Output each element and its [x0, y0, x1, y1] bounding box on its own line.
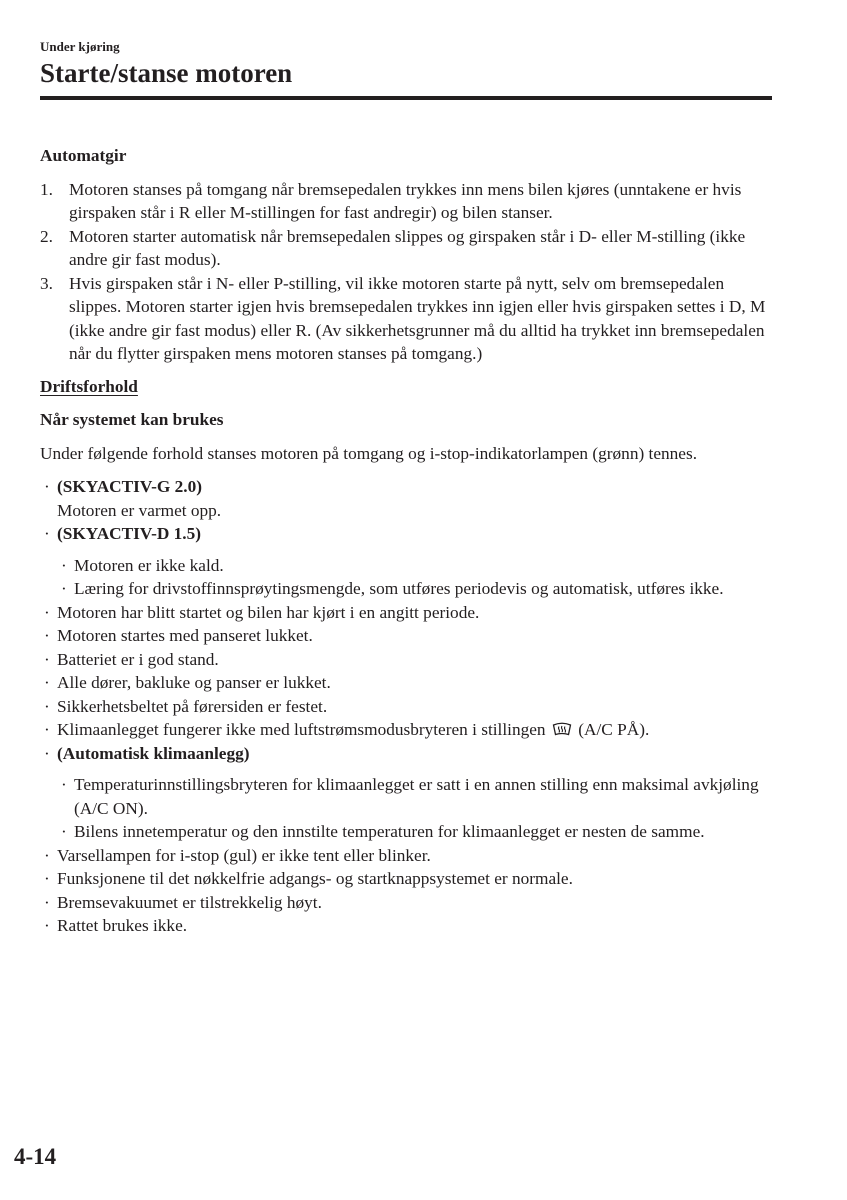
list-item: · (Automatisk klimaanlegg) [44, 743, 250, 763]
list-item: · Temperaturinnstillingsbryteren for klimaanlegget er satt i en annen stilling enn maksimal avkjøling (A/C ON). [61, 775, 759, 818]
list-item: · (SKYACTIV-D 1.5) [44, 524, 202, 543]
final-conditions-list [40, 844, 780, 938]
list-item: · Varsellampen for i-stop (gul) er ikke tent eller blinker. [44, 845, 431, 865]
list-item: · Motoren startes med panseret lukket. [44, 626, 313, 645]
skyactiv-d-label: (SKYACTIV-D 1.5) [57, 524, 202, 543]
auto-climate-sublist [40, 773, 780, 844]
general-conditions-list [40, 601, 780, 766]
skyactiv-g-text: Motoren er varmet opp. [57, 500, 222, 520]
list-item: · Læring for drivstoffinnsprøytingsmengde, som utføres periodevis og automatisk, utføres ikke. [61, 579, 724, 598]
skyactiv-g-label: (SKYACTIV-G 2.0) [57, 477, 202, 496]
list-item: 3. Hvis girspaken står i N- eller P-stilling, vil ikke motoren starte på nytt, selv om bremsepedalen slippes. Motoren starter igjen hvis bremsepedalen trykkes inn igjen eller hvis girspaken settes i D, M (ikke andre gir fast modus) eller R. (Av sikkerhetsgrunner må du alltid ha trykket inn bremsepedalen når du flytter girspaken mens motoren stanses på tomgang.) [40, 273, 766, 363]
automatic-heading: Automatgir [40, 146, 127, 165]
conditions-subheading: Når systemet kan brukes [40, 410, 224, 429]
list-item: · Alle dører, bakluke og panser er lukket. [44, 673, 331, 692]
list-item: · Bilens innetemperatur og den innstilte temperaturen for klimaanlegget er nesten de samme. [61, 822, 705, 841]
section-label: Under kjøring [40, 39, 120, 54]
list-item: · Rattet brukes ikke. [44, 916, 188, 935]
auto-climate-label: (Automatisk klimaanlegg) [57, 743, 250, 763]
skyactiv-d-sublist [40, 554, 780, 601]
list-item: · (SKYACTIV-G 2.0) Motoren er varmet opp. [44, 477, 222, 520]
conditions-list [40, 475, 780, 546]
list-item: · Motoren har blitt startet og bilen har kjørt i en angitt periode. [44, 602, 480, 622]
page-content [40, 144, 780, 938]
list-item: 1. Motoren stanses på tomgang når bremsepedalen trykkes inn mens bilen kjøres (unntakene er hvis girspaken står i R eller M-stillingen for fast andregir) og bilen stanser. [40, 179, 742, 222]
automatic-list [40, 178, 780, 366]
list-item: · Sikkerhetsbeltet på førersiden er festet. [44, 696, 328, 716]
list-item: · Klimaanlegget fungerer ikke med luftstrømsmodusbryteren i stillingen (A/C PÅ). [44, 720, 650, 739]
title-divider [40, 96, 772, 100]
conditions-intro: Under følgende forhold stanses motoren på tomgang og i-stop-indikatorlampen (grønn) tennes. [40, 443, 698, 463]
list-item: 2. Motoren starter automatisk når bremsepedalen slippes og girspaken står i D- eller M-stilling (ikke andre gir fast modus). [40, 226, 746, 269]
page-title: Starte/stanse motoren [40, 58, 293, 88]
list-item: · Batteriet er i god stand. [44, 649, 219, 669]
list-item: · Funksjonene til det nøkkelfrie adgangs- og startknappsystemet er normale. [44, 869, 573, 888]
list-item: · Motoren er ikke kald. [61, 555, 224, 575]
list-item: · Bremsevakuumet er tilstrekkelig høyt. [44, 892, 322, 912]
page-number: 4-14 [14, 1144, 57, 1169]
windshield-defrost-icon [552, 722, 572, 736]
conditions-heading: Driftsforhold [40, 376, 138, 396]
